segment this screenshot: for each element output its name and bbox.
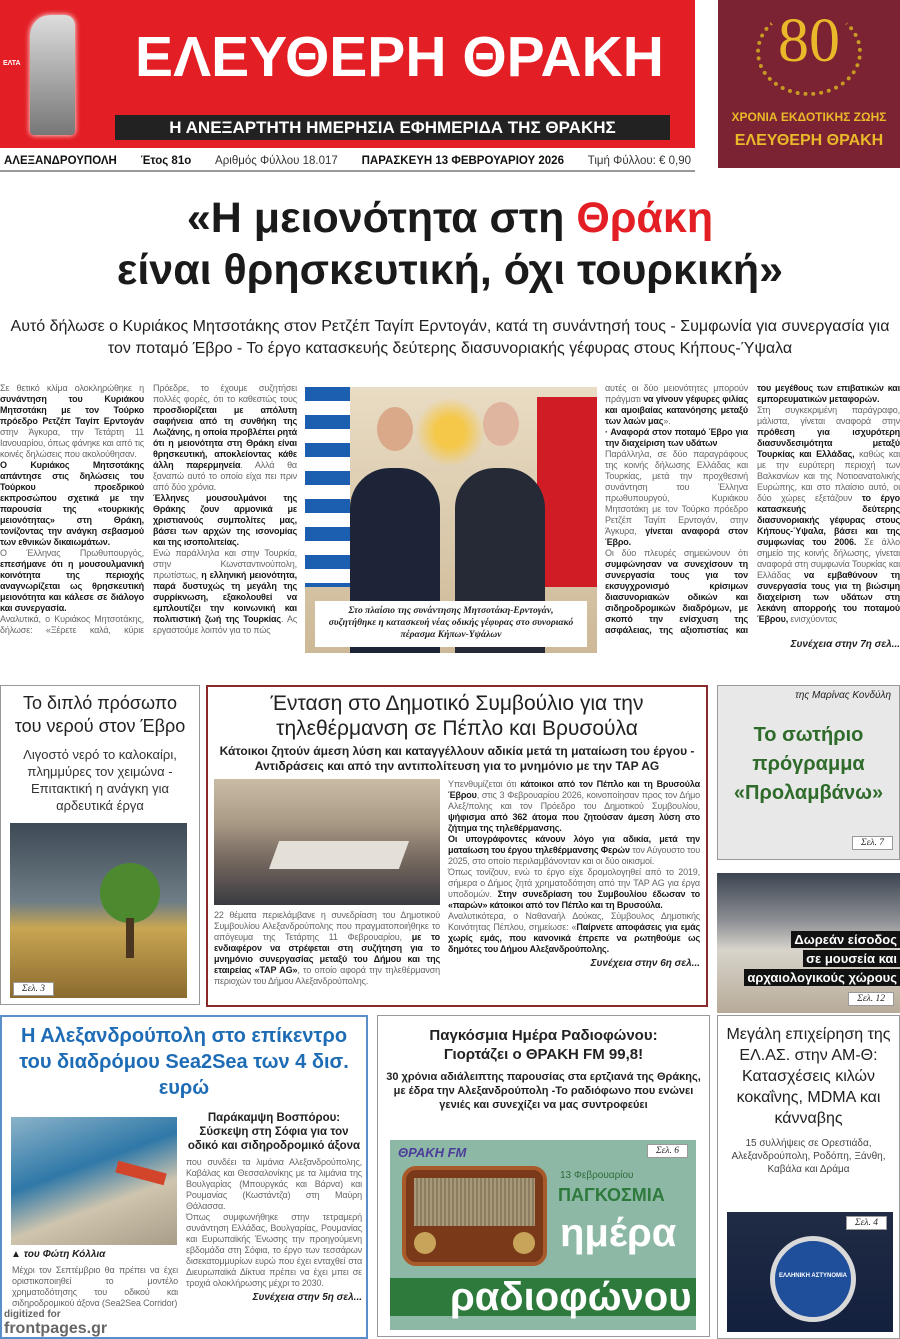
text: καθώς και με την ευρύτερη περιοχή των Βαλκανίων και της Νοτιοανατολικής Ευρώπης, και στο πλαίσιο αυτό, οι δύο χώρες εξετάζουν [757,449,900,503]
radio-subtitle: 30 χρόνια αδιάλειπτης παρουσίας στα ερτζιανά της Θράκης, με έδρα την Αλεξανδρούπολη -Το ραδιόφωνο που ενώνει γενιές και συνεχίζει να μας συντροφεύει [386,1071,701,1111]
greek-flag [305,387,350,587]
text: Σε άλλο σημείο της κοινής δήλωσης, γίνεται αναφορά στη συμφωνία Τουρκίας και Ελλάδας [757,537,900,580]
photo-caption: Στο πλαίσιο της συνάντησης Μητσοτάκη-Ερντογάν, συζητήθηκε η κατασκευή νέας οδικής γέφυρας στο συνοριακό πέρασμα Κήπων-Υψάλων [315,601,587,647]
text: Αναλυτικότερα, ο Ναθαναήλ Δούκας, Σύμβουλος Δημοτικής Κοινότητας Πέπλου, σημείωσε: « [448,911,700,932]
text: Σε θετικό κλίμα ολοκληρώθηκε η [0,383,144,393]
vintage-radio-icon [402,1166,547,1266]
bold-text: συμφώνησαν να συνεχίσουν τη συνεργασία τους για τον εκσυγχρονισμό κρίσιμων διασυνοριακών οδικών και σιδηροδρομικών διαδρόμων, με σκοπό την ενίσχυση της ασφάλειας, της αξιοπιστίας και του μεγέθους των επιβατικών και εμπορευματικών μεταφορών. [605,383,900,635]
text: Μέχρι τον Σεπτέμβριο θα πρέπει να έχει οριστικοποιηθεί το μοντέλο χρηματοδότησης του οδικού και σιδηροδρομικού άξονα (Sea2Sea Corridor) [12,1265,178,1308]
port-photo [11,1117,177,1245]
bold-text: Ο Κυριάκος Μητσοτάκης απάντησε στις δηλώσεις του Τούρκου προεδρικού εκπροσώπου σχετικά με την παρουσία της «τουρκικής μειονότητας» στη Θράκη, τονίζοντας την ανάγκη σεβασμού των εθνικών δικαιωμάτων. [0,460,144,547]
watermark-line1: digitized for [4,1309,61,1320]
paragraph [448,779,700,834]
sea2sea-subtitle: Παράκαμψη Βοσπόρου: Σύσκεψη στη Σόφια για τον οδικό και σιδηροδρομικό άξονα [187,1112,361,1152]
poster-line1: ΠΑΓΚΟΣΜΙΑ [558,1185,665,1205]
sea2sea-continued-link[interactable]: Συνέχεια στην 5η σελ... [252,1292,362,1303]
sea2sea-box [0,1015,368,1339]
council-table [269,841,409,869]
bold-text: συνάντηση του Κυριάκου Μητσοτάκη με τον Τούρκο πρόεδρο Ρετζέπ Ταγίπ Ερντογάν [0,394,144,426]
council-right-column [448,779,700,987]
emblem [415,397,485,467]
issue-number: Αριθμός Φύλλου 18.017 [215,155,338,167]
tree-photo [10,823,187,998]
page-ref[interactable]: Σελ. 4 [846,1216,887,1230]
bold-text: Έλληνες μουσουλμάνοι της Θράκης ζουν αρμονικά με χριστιανούς συμπολίτες μας, βάσει των αρχών της ισονομίας και της ισοπολιτείας. [153,493,297,547]
paragraph [448,867,700,911]
paragraph [448,834,700,867]
text: 22 θέματα περιελάμβανε η συνεδρίαση του Δημοτικού Συμβουλίου Αλεξανδρούπολης που πραγματοποιήθηκε το απόγευμα της Τετάρτης 11 Φεβρουαρίου, [214,910,440,942]
police-subtitle: 15 συλλήψεις σε Ορεστιάδα, Αλεξανδρούπολη, Ροδόπη, Ξάνθη, Καβάλα και Δράμα [731,1138,886,1175]
bold-text: με το ενδιαφέρον να στρέφεται στη συζήτηση για το μνημόνιο συνεργασίας μεταξύ του Δήμου και της εταιρείας «TAP AG» [214,932,440,975]
council-continued-link[interactable]: Συνέχεια στην 6η σελ... [590,958,700,969]
prolamvano-box[interactable] [717,685,900,860]
council-photo [214,779,440,905]
headline-part1: «Η μειονότητα στη [186,194,577,242]
elta-logo [3,60,29,67]
bold-text: ψήφισμα από 362 άτομα που ζητούσαν άμεση λύση στο ζήτημα της τηλεθέρμανσης. [448,812,700,833]
paragraph [186,1212,362,1289]
council-left-column [214,779,440,987]
page-ref[interactable]: Σελ. 6 [647,1144,688,1158]
text: ». [663,416,671,426]
text: Όπως συμφωνήθηκε στην τετραμερή συνάντηση Ελλάδας, Βουλγαρίας, Ρουμανίας και Ευρωπαϊκής Ένωσης την προηγούμενη εβδομάδα στη Σόφια, το έργο των τεσσάρων δισεκατομμυρίων ευρώ που έχει ενταχθεί στα Διευρωπαϊκά Δίκτυα πρέπει να έχει μπει σε τροχιά ολοκλήρωσης μέχρι το 2030. [186,1212,362,1288]
paragraph [214,910,440,987]
city: ΑΛΕΞΑΝΔΡΟΥΠΟΛΗ [4,155,117,167]
lead-continued-link[interactable]: Συνέχεια στην 7η σελ... [790,639,900,650]
museums-title [744,931,900,987]
bold-text: να εμβαθύνουν τη συνεργασία τους για τη βιώσιμη διαχείριση των υδάτων στη λεκάνη απορροής του ποταμού Έβρου, [757,570,900,624]
radio-speaker-grille [414,1178,535,1226]
radio-knob [513,1232,535,1254]
paragraph [448,911,700,955]
bold-text: το έργο κατασκευής δεύτερης διασυνοριακής γέφυρας στους Κήπους-Ύψαλα, βάσει και της συμφωνίας του 2006. [757,493,900,547]
newspaper-tagline: Η ΑΝΕΞΑΡΤΗΤΗ ΗΜΕΡΗΣΙΑ ΕΦΗΜΕΡΙΔΑ ΤΗΣ ΘΡΑΚΗΣ [115,115,670,140]
byline: της Μαρίνας Κονδύλη [795,690,891,701]
sea2sea-right-column [186,1111,362,1303]
badge-text: ΕΛΛΗΝΙΚΗ ΑΣΤΥΝΟΜΙΑ [778,1273,848,1279]
text: τον Αύγουστο του 2025, στο οποίο περιλαμβάνονταν και οι δύο οικισμοί. [448,845,700,866]
water-title: Το διπλό πρόσωπο του νερού στον Έβρο [14,693,186,736]
ferry [115,1161,166,1186]
council-subtitle: Κάτοικοι ζητούν άμεση λύση και καταγγέλλουν αδικία μετά τη ματαίωση του έργου - Αντιδράσεις και από την αντιπολίτευση για το μνημόνιο με την TAP AG [219,744,695,773]
anniversary-badge [718,0,900,168]
paragraph [757,405,900,625]
radio-knob [414,1232,436,1254]
paragraph [153,493,297,548]
lead-body-left [0,383,297,636]
thraki-fm-logo: ΘΡΑΚΗ FM [398,1145,467,1160]
headline-red: Θράκη [576,194,714,242]
text: Ο Έλληνας Πρωθυπουργός, [0,548,144,558]
lead-body-right [605,383,900,636]
paragraph [0,383,144,460]
issue-info-bar [0,152,695,172]
anniversary-number: 80 [778,7,840,75]
bold-text: προσδιορίζεται με απόλυτη σαφήνεια από τη συνθήκη της Λωζάνης, η οποία προβλέπει ρητά ότι η μειονότητα στη Θράκη είναι θρησκευτική, αποκλείοντας κάθε άλλη παρερμηνεία [153,405,297,470]
text: που συνδέει τα λιμάνια Αλεξανδρούπολης, Καβάλας και Θεσσαλονίκης με τα λιμάνια της Βουλγαρίας (Μπουργκάς και Βάρνα) και Ρουμανίας (Κωστάντζα) στη Μαύρη Θάλασσα. [186,1157,362,1211]
elta-label: ΕΛΤΑ [3,60,21,67]
police-box [717,1015,900,1339]
paragraph [0,548,144,614]
poster-line2: ημέρα [560,1211,677,1255]
watermark-line2: frontpages.gr [4,1320,108,1337]
bold-text: κάτοικοι από τον Πέπλο και τη Βρυσούλα Έβρου [448,779,700,800]
text: Υπενθυμίζεται ότι [448,779,521,789]
paragraph [153,548,297,636]
text: Όπως τονίζουν, ενώ το έργο είχε δρομολογηθεί από το 2019, σήμερα ο Δήμος ζητά χρηματοδότηση από την TAP AG για έργα υποδομών. [448,867,700,899]
text: Αναλυτικά, ο Κυριάκος Μητσοτάκης, δήλωσε: «Ξέρετε καλά, κύριε Πρόεδρε, το έχουμε συζητήσει πολλές φορές, ότι το καθεστώς τους [0,383,297,635]
council-title[interactable]: Ένταση στο Δημοτικό Συμβούλιο για την τηλεθέρμανση σε Πέπλο και Βρυσούλα [270,692,644,740]
paragraph [0,460,144,548]
page-ref[interactable]: Σελ. 12 [848,992,894,1006]
radio-poster [390,1140,696,1330]
council-box [206,685,708,1007]
page-ref[interactable]: Σελ. 7 [852,836,893,850]
tree-trunk [126,918,134,958]
paragraph [605,449,748,548]
museums-line: σε μουσεία και [803,950,900,967]
lead-headline[interactable] [0,192,900,296]
sea2sea-title[interactable]: Η Αλεξανδρούπολη στο επίκεντρο του διαδρόμου Sea2Sea των 4 δισ. ευρώ [19,1025,349,1099]
paragraph [605,427,748,449]
masthead [0,0,695,148]
poster-date: 13 Φεβρουαρίου [560,1170,634,1181]
head-right [483,402,519,446]
sea2sea-byline: ▲ του Φώτη Κόλλια [11,1249,106,1260]
text: . Ας εργαστούμε λοιπόν για το πώς [153,614,298,635]
police-title[interactable]: Μεγάλη επιχείρηση της ΕΛ.ΑΣ. στην ΑΜ-Θ: Κατασχέσεις κιλών κοκαΐνης, MDMA και κάνναβης [726,1026,891,1127]
text: Στη συγκεκριμένη παράγραφο, μάλιστα, γίνεται αναφορά στην [757,405,900,426]
council-content [214,779,700,987]
bold-text: Παίρνετε αποφάσεις για εμάς χωρίς εμάς, που κανονικά έπρεπε να ρωτηθούμε ως δημότες του Δήμου Αλεξανδρούπολης. [448,922,700,954]
text: αυτές οι δύο μειονότητες μπορούν πράγματι [605,383,748,404]
prolamvano-title: Το σωτήριο πρόγραμμα «Προλαμβάνω» [733,724,884,804]
text: , στις 3 Φεβρουαρίου 2026, κοινοποίησαν προς τον Δήμο Αλεξ/πολης και τον Πρόεδρο του Δημοτικού Συμβουλίου, [448,790,700,811]
lead-right-column [605,383,900,650]
paragraph [605,383,748,427]
bold-text: Οι υπογράφοντες κάνουν λόγο για αδικία, μετά την ματαίωση του έργου τηλεθέρμανσης Φερών [448,834,700,855]
text: Οι δύο πλευρές σημειώνουν ότι [605,548,748,558]
headline-part2: είναι θρησκευτική, όχι τουρκική» [116,246,784,294]
bold-text: να γίνουν γέφυρες φιλίας και αμοιβαίας κατανόησης μεταξύ των λαών μας [605,394,748,426]
museums-line: αρχαιολογικούς χώρους [744,969,900,986]
tree-crown [100,863,160,923]
museums-box[interactable] [717,873,900,1013]
bold-text: η ελληνική μειονότητα, παρά δυστυχώς τη μεγάλη της συρρίκνωση, εξακολουθεί να εμπλουτίζει την κοινωνική και πολιτιστική ζωή της Τουρκίας [153,570,298,624]
lead-subhead: Αυτό δήλωσε ο Κυριάκος Μητσοτάκης στον Ρετζέπ Ταγίπ Ερντογάν, κατά τη συνάντησή τους - Συμφωνία για συνεργασία για τον ποταμό Έβρο - Το έργο κατασκευής δεύτερης διασυνοριακής γέφυρας στους Κήπους-Ύψαλα [10,318,890,357]
text: Ενώ παράλληλα και στην Τουρκία, στην Κωνσταντινούπολη, πρωτίστως, [153,548,297,580]
museums-line: Δωρεάν είσοδος [791,931,900,948]
turkish-flag [537,397,597,587]
radio-box [377,1015,710,1337]
year: Έτος 81ο [140,155,192,167]
paragraph [12,1265,178,1309]
price: Τιμή Φύλλου: € 0,90 [587,155,691,167]
poster-line3: ραδιοφώνου [450,1275,692,1319]
text: στην Άγκυρα, την Τετάρτη 11 Ιανουαρίου, όπως φάνηκε και από τις κοινές δηλώσεις που ακολούθησαν. [0,427,144,459]
head-left [377,407,413,451]
anniversary-line1: ΧΡΟΝΙΑ ΕΚΔΟΤΙΚΗΣ ΖΩΗΣ [731,110,887,124]
byline: του Φώτη Κόλλια [23,1249,106,1260]
council-body-left [214,910,440,987]
anniversary-line2: ΕΛΕΥΘΕΡΗ ΘΡΑΚΗ [734,132,884,149]
text: ενισχύοντας [788,614,837,624]
sea2sea-body-right [186,1157,362,1289]
watermark [4,1309,107,1338]
water-box[interactable] [0,685,200,1005]
newspaper-title: ΕΛΕΥΘΕΡΗ ΘΡΑΚΗ [135,25,664,89]
police-photo [727,1212,893,1332]
text: . Αλλά θα ξαναπώ αυτό το οποίο είχα πει πριν από δύο χρόνια. [153,460,297,492]
bold-text: πρόθεση για ισχυρότερη διασυνδεσιμότητα μεταξύ Τουρκίας και Ελλάδας, [757,427,900,459]
radio-title[interactable]: Παγκόσμια Ημέρα Ραδιοφώνου: Γιορτάζει ο ΘΡΑΚΗ FM 99,8! [429,1027,658,1063]
police-badge-icon [770,1236,856,1322]
lead-photo [305,387,597,653]
bold-text: Στην συνεδρίαση του Συμβουλίου έδωσαν το «παρών» κάτοικοι από τον Πέπλο και τη Βρυσούλα. [448,889,700,910]
date: ΠΑΡΑΣΚΕΥΗ 13 ΦΕΒΡΟΥΑΡΙΟΥ 2026 [361,155,564,167]
bold-text: επεσήμανε ότι η μουσουλμανική κοινότητα της περιοχής αναγνωρίζεται ως θρησκευτική μειονότητα και κάλεσε σε διάλογο και συνεργασία. [0,559,144,613]
paragraph [186,1157,362,1212]
bold-text: γίνεται αναφορά στον Έβρο. [605,526,748,547]
council-body-right [448,779,700,955]
nike-statue-logo [30,15,75,135]
page-ref[interactable]: Σελ. 3 [13,982,54,996]
water-subtitle: Λιγοστό νερό το καλοκαίρι, πλημμύρες τον χειμώνα - Επιτακτική η ανάγκη για αρδευτικά έργα [23,747,177,813]
text: , το οποίο αφορά την τηλεθέρμανση περιοχών του Δήμου Αλεξανδρούπολης. [214,965,440,986]
text: Παράλληλα, σε δύο παραγράφους της κοινής δήλωσης Ελλάδας και Τουρκίας, μετά την προχθεσινή συνάντηση του Έλληνα πρωθυπουργού, Κυριάκου Μητσοτάκη με τον Τούρκο πρόεδρο Ρετζέπ Ταγίπ Ερντογάν, στην Άγκυρα, [605,449,748,536]
sea2sea-body-left [12,1265,178,1309]
bold-text: · Αναφορά στον ποταμό Έβρο για την διαχείριση των υδάτων [605,427,748,448]
